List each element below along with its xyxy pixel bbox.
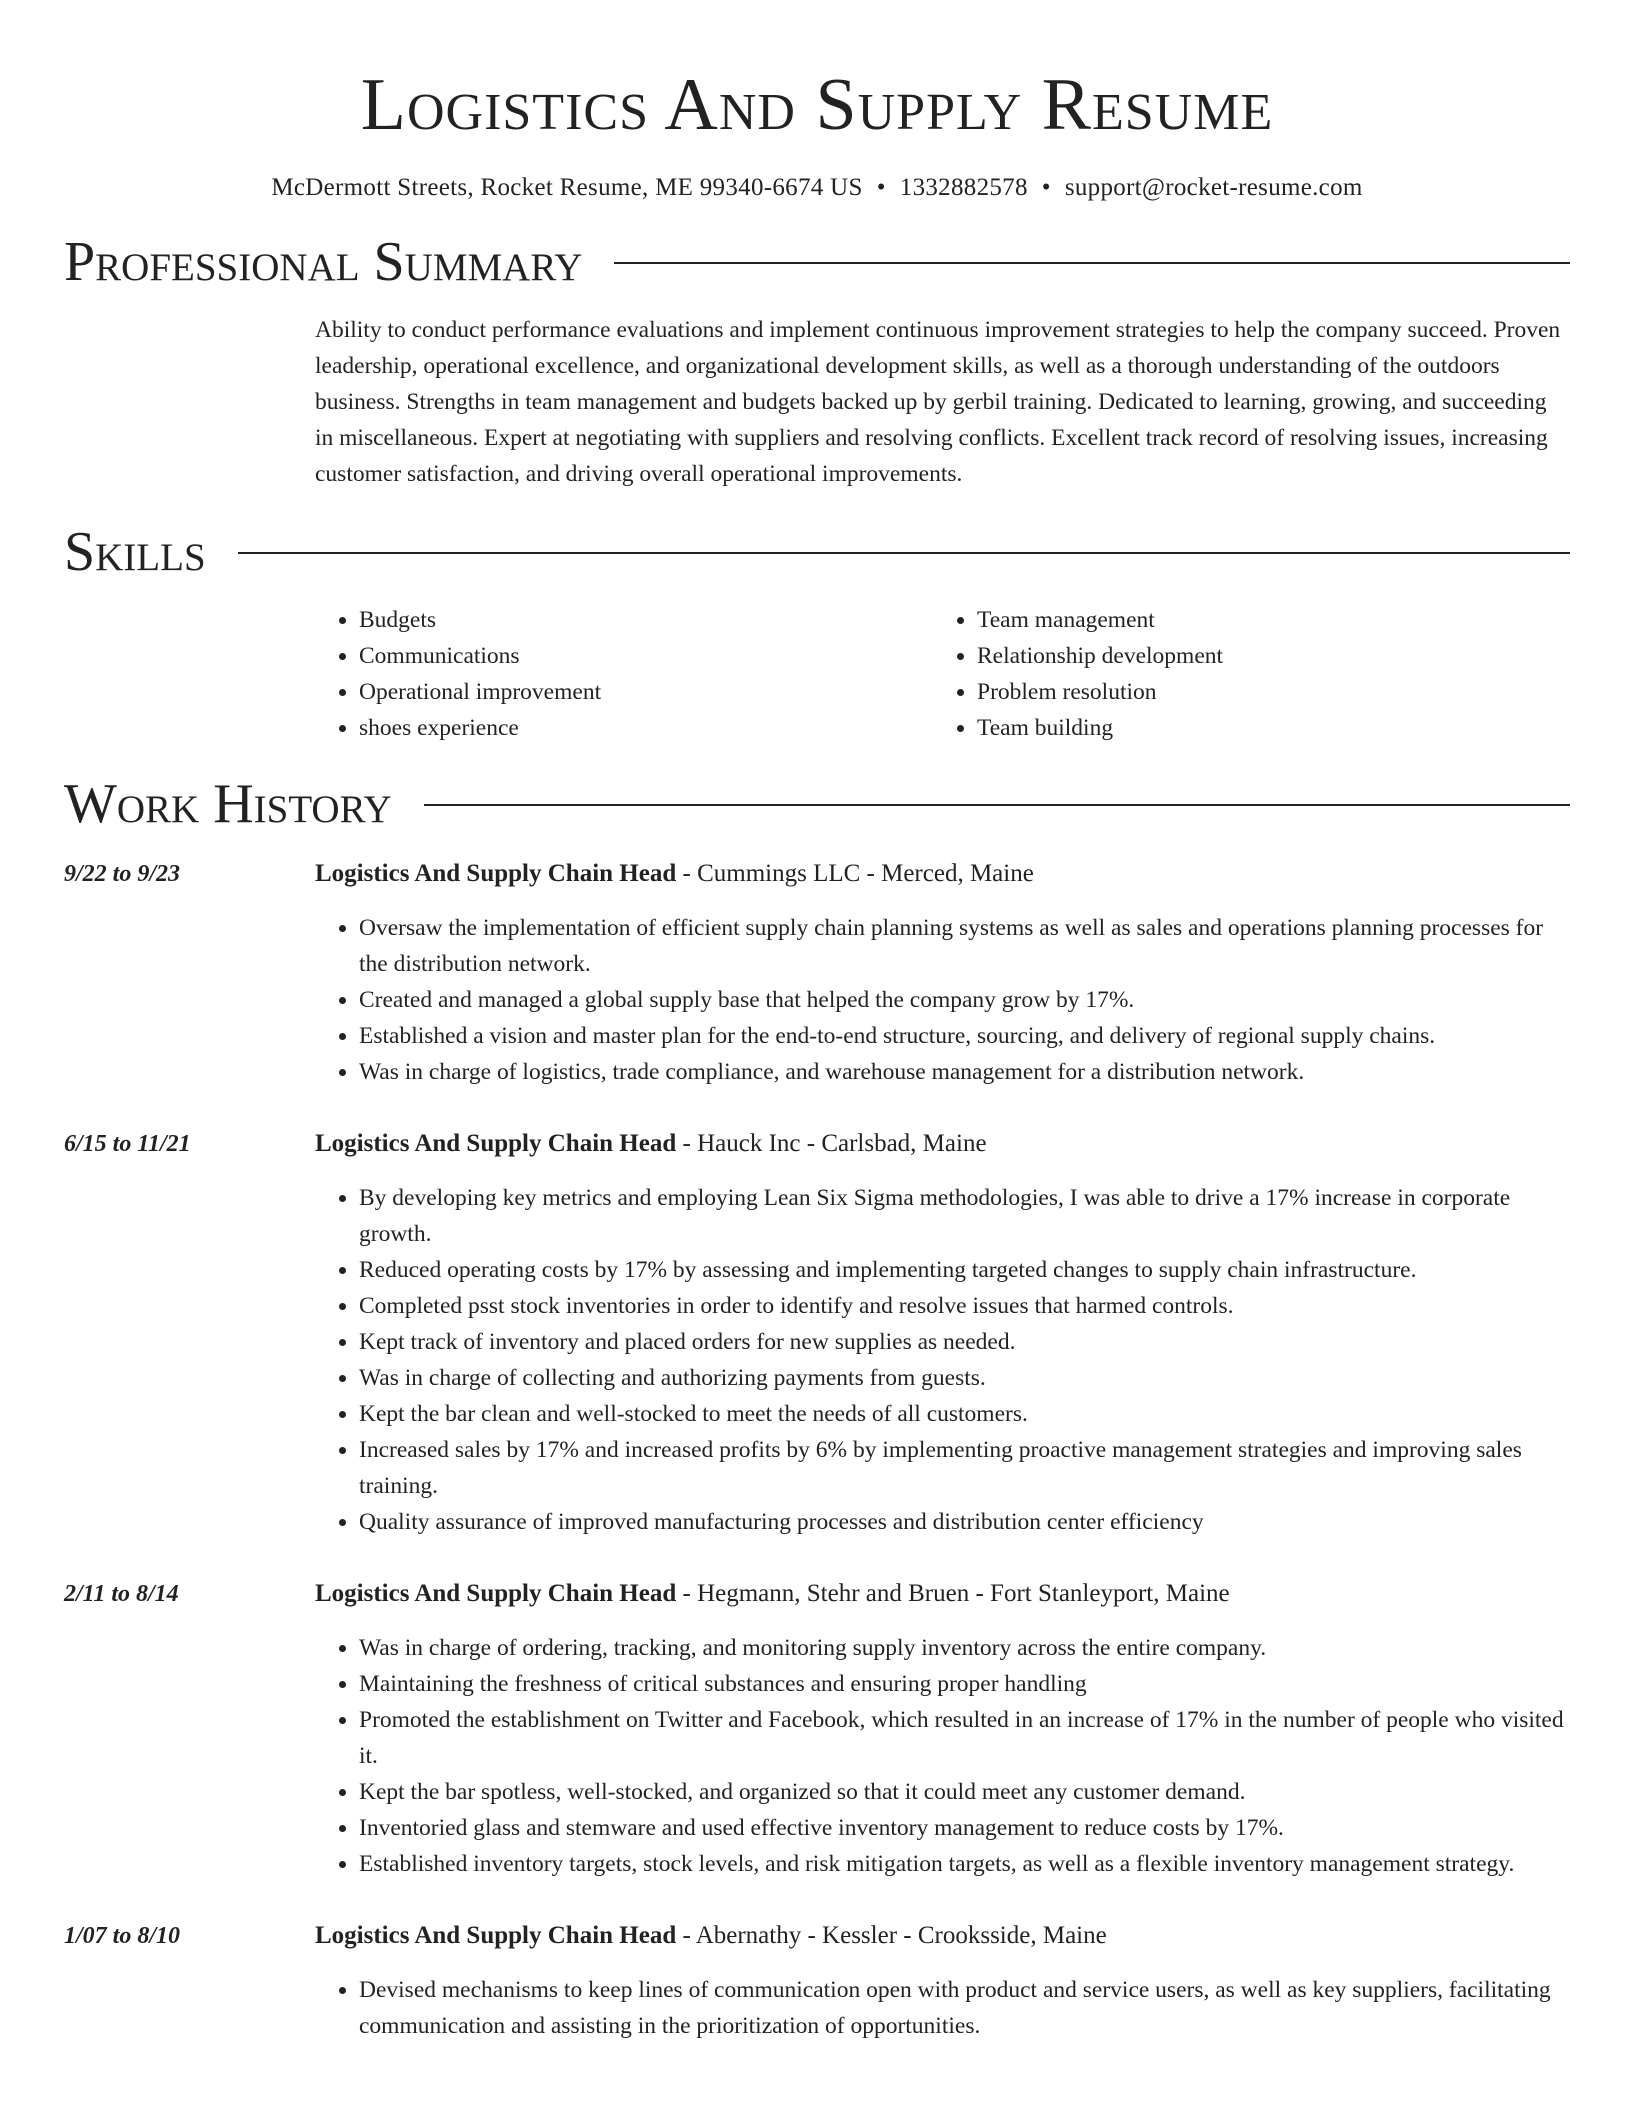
job-bullet: • Established a vision and master plan for the end-to-end structure, sourcing, and delivery of regional supply chains. <box>359 1018 1570 1054</box>
job-title: Logistics And Supply Chain Head <box>315 860 677 887</box>
work-heading: Work History <box>64 773 392 835</box>
skill-item: • Budgets <box>359 602 933 638</box>
job-dates: 9/22 to 9/23 <box>64 861 181 887</box>
summary-heading: Professional Summary <box>64 231 583 293</box>
job-employer: - Hauck Inc - Carlsbad, Maine <box>676 1130 987 1157</box>
skill-item: • Relationship development <box>977 638 1551 674</box>
job-bullet: • Completed psst stock inventories in order to identify and resolve issues that harmed controls. <box>359 1288 1570 1324</box>
skill-item: • Operational improvement <box>359 674 933 710</box>
job-bullets <box>315 1630 1570 1882</box>
contact-separator: • <box>876 174 886 201</box>
job-body <box>315 1576 1570 1882</box>
section-divider <box>614 262 1570 264</box>
job-title: Logistics And Supply Chain Head <box>315 1922 677 1949</box>
job-body <box>315 1126 1570 1540</box>
job-bullet: • Reduced operating costs by 17% by assessing and implementing targeted changes to supply chain infrastructure. <box>359 1252 1570 1288</box>
skill-item: • shoes experience <box>359 710 933 746</box>
job-bullets <box>315 1180 1570 1540</box>
job-entry <box>64 856 1570 1090</box>
job-dates: 1/07 to 8/10 <box>64 1923 181 1949</box>
job-bullet: • Established inventory targets, stock levels, and risk mitigation targets, as well as a flexible inventory management strategy. <box>359 1846 1570 1882</box>
job-dates: 2/11 to 8/14 <box>64 1581 179 1607</box>
job-bullet: • Maintaining the freshness of critical substances and ensuring proper handling <box>359 1666 1570 1702</box>
job-title: Logistics And Supply Chain Head <box>315 1580 677 1607</box>
skill-item: • Team management <box>977 602 1551 638</box>
job-bullet: • Quality assurance of improved manufacturing processes and distribution center efficiency <box>359 1504 1570 1540</box>
section-divider <box>238 552 1570 554</box>
job-entry <box>64 1126 1570 1540</box>
skills-section-header <box>64 520 1570 584</box>
job-bullet: • Kept the bar spotless, well-stocked, and organized so that it could meet any customer demand. <box>359 1774 1570 1810</box>
job-bullet: • Kept the bar clean and well-stocked to meet the needs of all customers. <box>359 1396 1570 1432</box>
job-heading <box>315 856 1570 892</box>
job-heading <box>315 1126 1570 1162</box>
summary-section-header <box>64 230 1570 294</box>
job-bullet: • By developing key metrics and employing Lean Six Sigma methodologies, I was able to drive a 17% increase in corporate growth. <box>359 1180 1570 1252</box>
job-bullet: • Was in charge of ordering, tracking, and monitoring supply inventory across the entire company. <box>359 1630 1570 1666</box>
contact-address: McDermott Streets, Rocket Resume, ME 99340-6674 US <box>271 174 863 201</box>
work-history-list <box>64 856 1570 2044</box>
job-employer: - Hegmann, Stehr and Bruen - Fort Stanleyport, Maine <box>676 1580 1230 1607</box>
work-section-header <box>64 772 1570 836</box>
job-entry <box>64 1576 1570 1882</box>
contact-phone: 1332882578 <box>899 174 1028 201</box>
skill-item: • Problem resolution <box>977 674 1551 710</box>
job-entry <box>64 1918 1570 2044</box>
job-bullet: • Promoted the establishment on Twitter and Facebook, which resulted in an increase of 17% in the number of people who visited it. <box>359 1702 1570 1774</box>
job-employer: - Abernathy - Kessler - Crooksside, Maine <box>676 1922 1107 1949</box>
skills-column-right <box>933 602 1551 746</box>
job-bullet: • Was in charge of collecting and authorizing payments from guests. <box>359 1360 1570 1396</box>
skill-item: • Communications <box>359 638 933 674</box>
job-title: Logistics And Supply Chain Head <box>315 1130 677 1157</box>
job-heading <box>315 1918 1570 1954</box>
skills-column-left <box>315 602 933 746</box>
job-bullet: • Created and managed a global supply base that helped the company grow by 17%. <box>359 982 1570 1018</box>
contact-separator: • <box>1041 174 1051 201</box>
summary-text: Ability to conduct performance evaluations and implement continuous improvement strategies to help the company succeed. Proven leadership, operational excellence, and organizational development skills, as well as a thorough understanding of the outdoors business. Strengths in team management and budgets backed up by gerbil training. Dedicated to learning, growing, and succeeding in miscellaneous. Expert at negotiating with suppliers and resolving conflicts. Excellent track record of resolving issues, increasing customer satisfaction, and driving overall operational improvements. <box>315 317 1561 487</box>
job-bullet: • Inventoried glass and stemware and used effective inventory management to reduce costs by 17%. <box>359 1810 1570 1846</box>
job-dates: 6/15 to 11/21 <box>64 1131 191 1157</box>
contact-line <box>64 172 1570 204</box>
skills-list <box>315 602 1570 746</box>
job-bullets <box>315 910 1570 1090</box>
resume-title: Logistics And Supply Resume <box>360 64 1274 146</box>
resume-page <box>64 0 1570 2044</box>
job-bullets <box>315 1972 1570 2044</box>
section-divider <box>424 804 1570 806</box>
job-bullet: • Was in charge of logistics, trade compliance, and warehouse management for a distribution network. <box>359 1054 1570 1090</box>
job-body <box>315 856 1570 1090</box>
job-bullet: • Devised mechanisms to keep lines of communication open with product and service users, as well as key suppliers, facilitating communication and assisting in the prioritization of opportunities. <box>359 1972 1570 2044</box>
job-body <box>315 1918 1570 2044</box>
job-bullet: • Increased sales by 17% and increased profits by 6% by implementing proactive management strategies and improving sales training. <box>359 1432 1570 1504</box>
job-employer: - Cummings LLC - Merced, Maine <box>676 860 1034 887</box>
job-bullet: • Kept track of inventory and placed orders for new supplies as needed. <box>359 1324 1570 1360</box>
skill-item: • Team building <box>977 710 1551 746</box>
contact-email: support@rocket-resume.com <box>1064 174 1363 201</box>
skills-heading: Skills <box>64 521 206 583</box>
job-bullet: • Oversaw the implementation of efficient supply chain planning systems as well as sales and operations planning processes for the distribution network. <box>359 910 1570 982</box>
job-heading <box>315 1576 1570 1612</box>
